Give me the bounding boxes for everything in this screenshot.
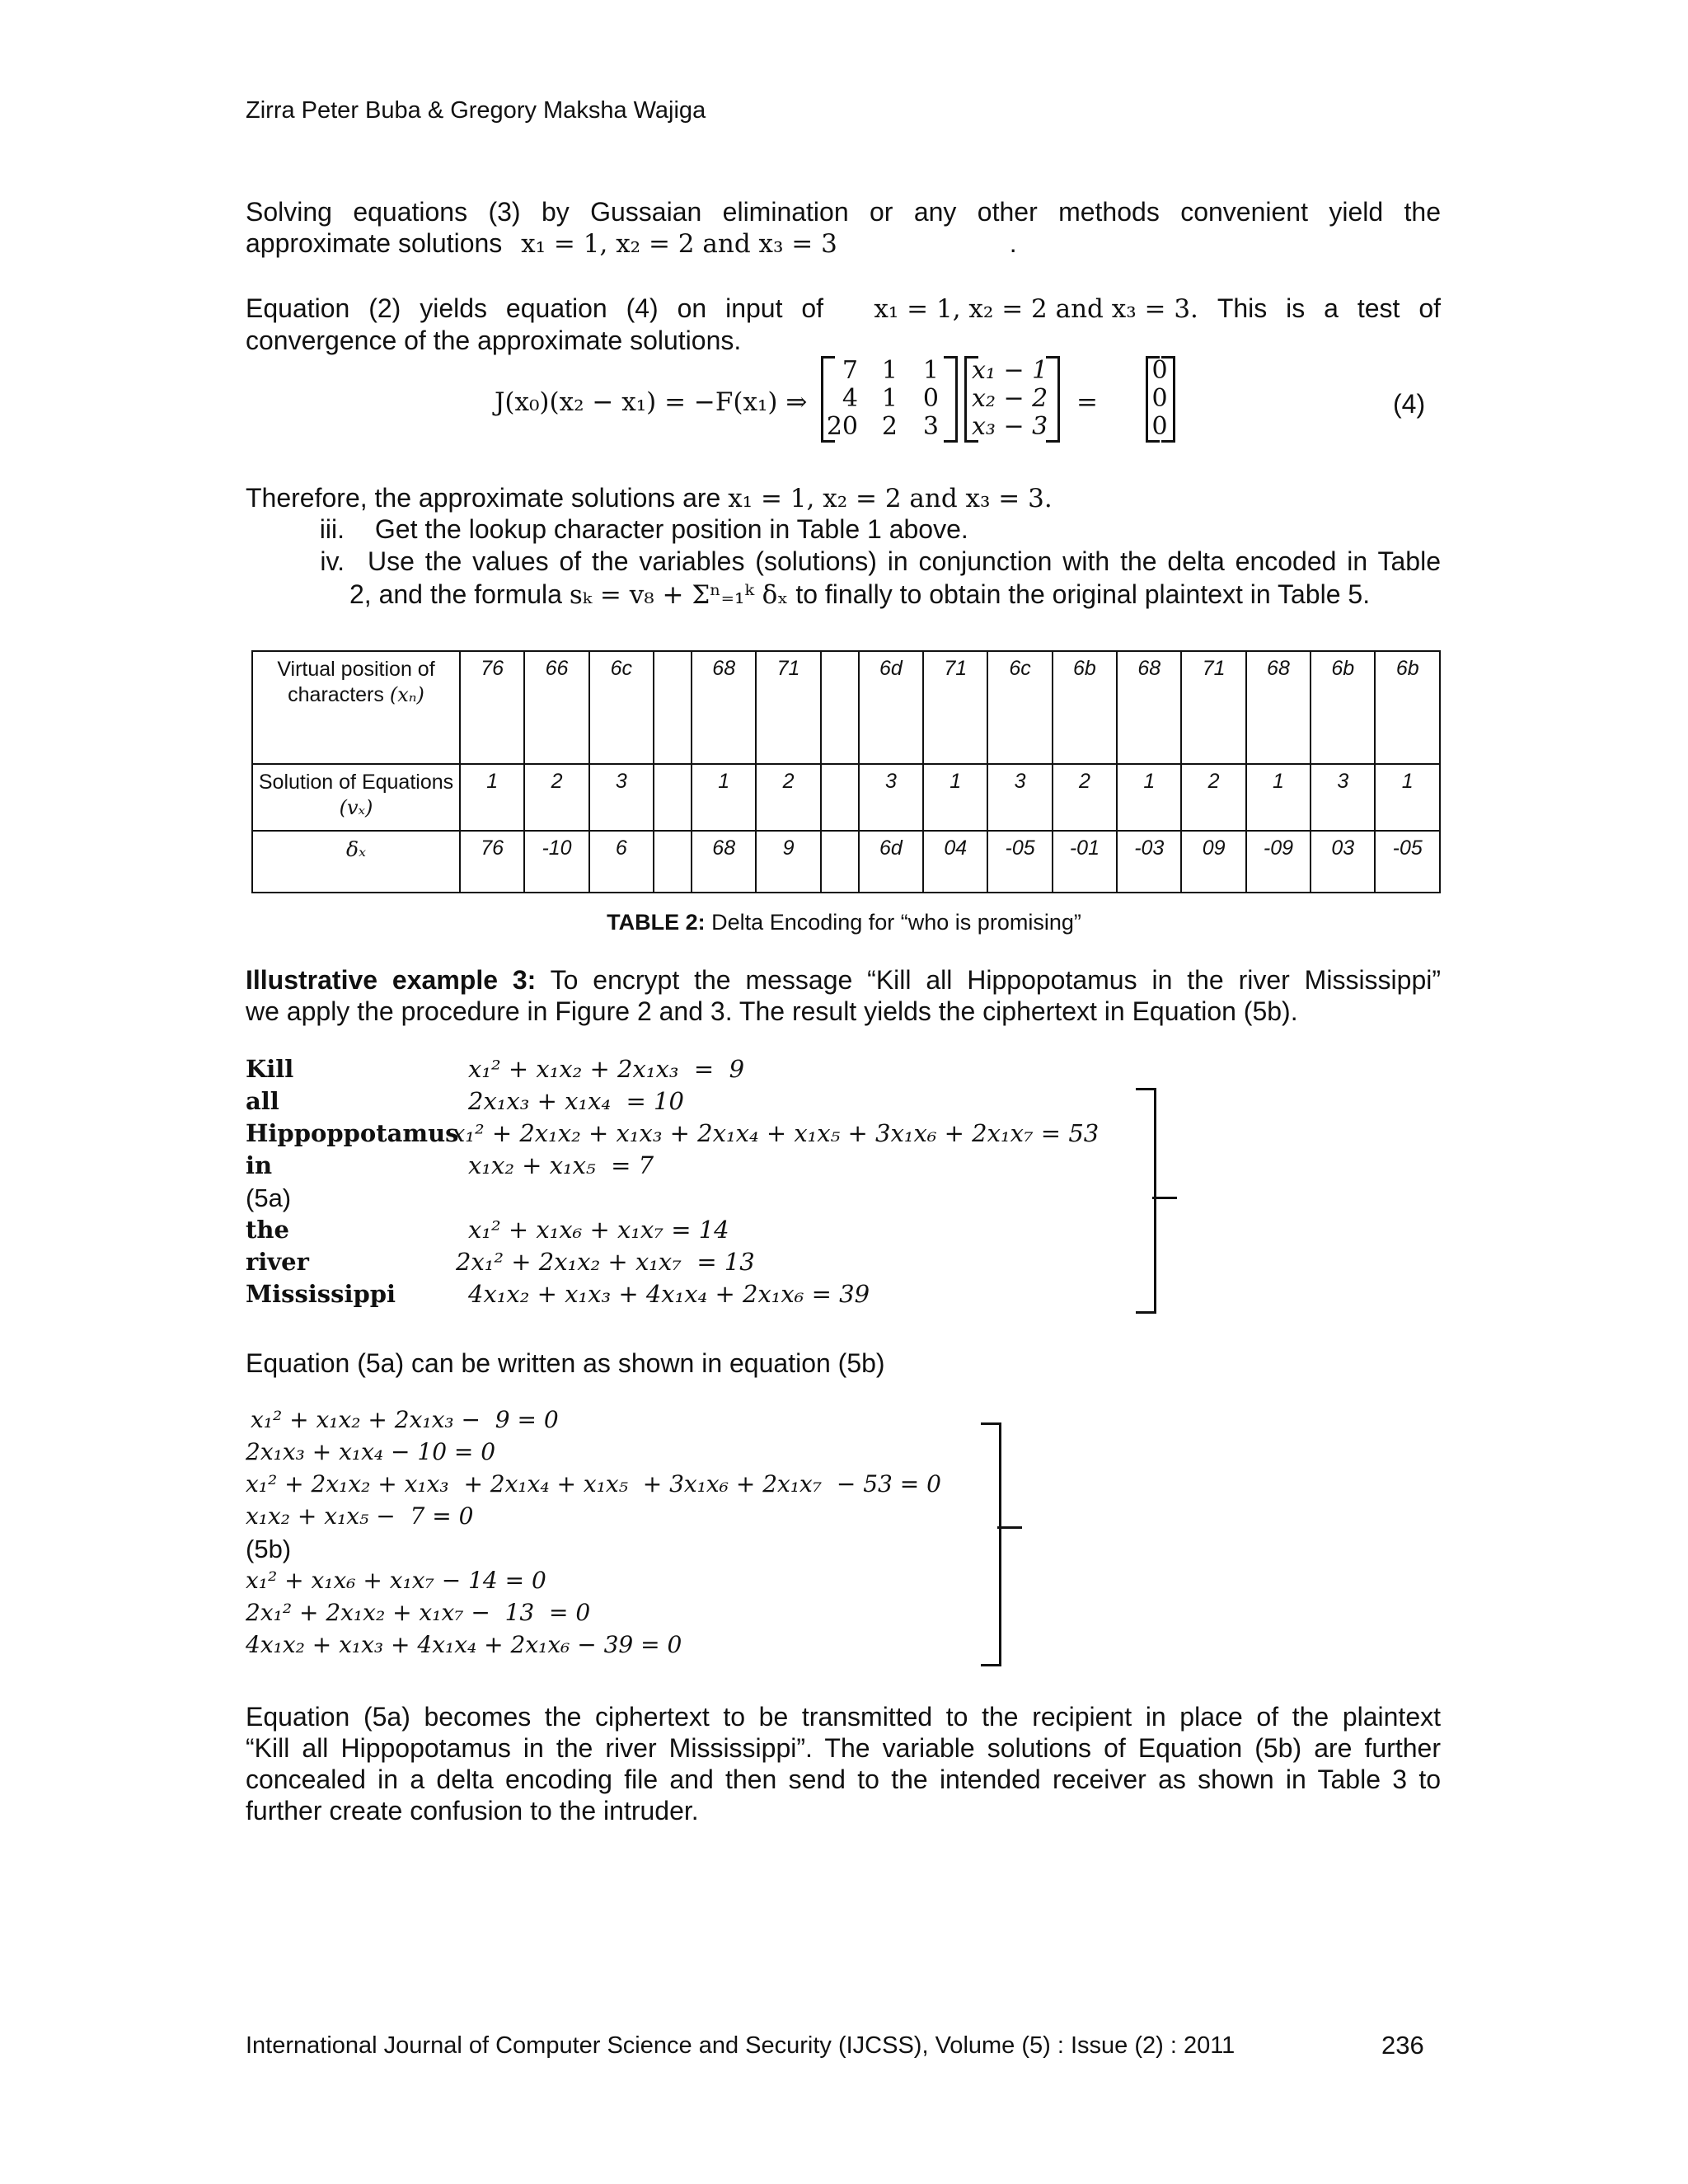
step-iii [246,513,1441,545]
table-cell [654,651,692,764]
text: To encrypt the message “Kill all Hippopotamus in the river Mississippi” [550,965,1442,995]
brace-5b [981,1422,1001,1666]
period: . [1009,228,1017,258]
table-cell: 68 [692,831,756,893]
footer-journal: International Journal of Computer Science and Security (IJCSS), Volume (5) : Issue (2) : 2011 [246,2032,1236,2059]
matrix-a [821,356,958,443]
matrix-cell: x₁ − 1 [972,356,1048,385]
matrix-x [964,356,1060,443]
step-line [349,578,1441,612]
paragraph-line [246,482,1441,514]
table-cell: 1 [692,764,756,831]
matrix-cell: 3 [922,412,939,441]
plaintext-word: Kill [246,1055,294,1083]
paragraph-line [246,964,1441,996]
table-cell: 76 [460,651,524,764]
table-cell: -10 [524,831,588,893]
table-cell: -01 [1053,831,1117,893]
table-cell: 68 [692,651,756,764]
table-cell: 6c [987,651,1052,764]
table-row [252,831,1440,893]
inline-math: x₁ = 1, x₂ = 2 and x₃ = 3. [874,294,1198,324]
row-header-text: Virtual position of characters [277,658,435,706]
equation-label: (5a) [246,1183,292,1212]
table-cell: 2 [1053,764,1117,831]
paragraph-line: Solving equations (3) by Gussaian elimination or any other methods convenient yield the [246,197,1441,227]
table-cell [821,651,859,764]
table-cell: 1 [1246,764,1311,831]
text-group [874,293,1441,325]
paragraph-line: we apply the procedure in Figure 2 and 3. The result yields the ciphertext in Equation (5b). [246,996,1298,1026]
matrix-cell: 7 [842,356,858,385]
paragraph-line: further create confusion to the intruder. [246,1796,699,1825]
row-header: δₓ [252,831,460,893]
zero-form-equation: 2x₁x₃ + x₁x₄ − 10 = 0 [246,1438,496,1465]
cipher-equation: 2x₁² + 2x₁x₂ + x₁x₇ = 13 [456,1248,755,1276]
plaintext-word: river [246,1248,309,1276]
matrix-cell: x₃ − 3 [972,412,1048,441]
caption-text: Delta Encoding for “who is promising” [711,910,1081,935]
table-cell: 66 [524,651,588,764]
brace-5a [1136,1088,1156,1314]
cipher-equation: x₁² + x₁x₆ + x₁x₇ = 14 [468,1216,729,1244]
step-text: 2, and the formula [349,579,562,609]
table-cell: 1 [460,764,524,831]
table-cell: 2 [756,764,820,831]
system-5a [246,1055,1235,1327]
paragraph-example3 [246,964,1441,1027]
brace-tick [1152,1197,1177,1199]
text: approximate solutions [246,228,503,258]
table-cell: -09 [1246,831,1311,893]
running-header: Zirra Peter Buba & Gregory Maksha Wajiga [246,97,706,124]
table-cell: -05 [987,831,1052,893]
matrix-cell: x₂ − 2 [972,384,1048,413]
zero-form-equation: x₁x₂ + x₁x₅ − 7 = 0 [246,1502,474,1530]
inline-math: x₁ = 1, x₂ = 2 and x₃ = 3. [728,484,1053,513]
row-header-math: (vₓ) [339,796,373,819]
equation-number: (4) [1393,389,1426,419]
zero-form-equation: 2x₁² + 2x₁x₂ + x₁x₇ − 13 = 0 [246,1599,591,1626]
table-cell: 71 [923,651,987,764]
paragraph-ciphertext [246,1701,1441,1826]
paragraph-equation2 [246,293,1441,356]
paragraph-line: “Kill all Hippopotamus in the river Mississippi”. The variable solutions of Equation (5b) are further [246,1733,1441,1763]
zero-form-equation: x₁² + x₁x₂ + 2x₁x₃ − 9 = 0 [251,1406,559,1433]
matrix-cell: 2 [881,412,898,441]
text: Equation (2) yields equation (4) on input of [246,293,824,323]
inline-math: x₁ = 1, x₂ = 2 and x₃ = 3 [521,229,837,259]
plaintext-word: the [246,1216,289,1244]
table-cell: 71 [1181,651,1245,764]
table-cell: 3 [859,764,923,831]
matrix-cell: 0 [1151,384,1168,413]
table-cell: 2 [1181,764,1245,831]
table-cell: 3 [1311,764,1375,831]
plaintext-word: Mississippi [246,1280,396,1308]
zero-form-equation: x₁² + 2x₁x₂ + x₁x₃ + 2x₁x₄ + x₁x₅ + 3x₁x₆ + 2x₁x₇ − 53 = 0 [246,1470,941,1497]
formula: sₖ = v₈ + Σⁿ₌₁ᵏ δₓ [569,580,789,610]
matrix-cell: 0 [1151,412,1168,441]
step-iv [246,545,1441,612]
paragraph-therefore [246,482,1441,514]
cipher-equation: 2x₁x₃ + x₁x₄ = 10 [468,1087,684,1115]
cipher-equation: x₁² + x₁x₂ + 2x₁x₃ = 9 [468,1055,745,1083]
table-cell: 1 [1117,764,1181,831]
table-cell: 68 [1246,651,1311,764]
table-cell: 71 [756,651,820,764]
cipher-equation: 4x₁x₂ + x₁x₃ + 4x₁x₄ + 2x₁x₆ = 39 [468,1280,870,1308]
table-cell: 04 [923,831,987,893]
system-5b [246,1406,1152,1678]
table-cell: 09 [1181,831,1245,893]
equation-label: (5b) [246,1535,292,1563]
text: This is a test of [1217,293,1441,323]
row-header [252,651,460,764]
caption-label: TABLE 2: [607,910,706,935]
matrix-cell: 20 [826,412,858,441]
paragraph-line: Equation (5a) becomes the ciphertext to be transmitted to the recipient in place of the plaintext [246,1702,1441,1732]
brace-tick [997,1526,1022,1529]
table-cell [654,831,692,893]
table-cell: 6d [859,651,923,764]
table-cell: -03 [1117,831,1181,893]
table-cell: 76 [460,831,524,893]
plaintext-word: all [246,1087,279,1115]
example-label: Illustrative example 3: [246,965,537,995]
text: Therefore, the approximate solutions are [246,483,721,513]
step-number: iv. [320,546,345,576]
table-cell: 9 [756,831,820,893]
table-cell: 6d [859,831,923,893]
table-cell: 3 [987,764,1052,831]
delta-table [251,650,1441,893]
table-cell: 68 [1117,651,1181,764]
equals-sign: = [1076,387,1098,417]
table-cell: -05 [1375,831,1440,893]
table-cell: 6b [1311,651,1375,764]
matrix-cell: 1 [881,384,898,413]
matrix-cell: 1 [922,356,939,385]
table-cell [821,831,859,893]
table-caption [0,910,1688,935]
table-cell: 2 [524,764,588,831]
matrix-b [1146,356,1175,443]
paragraph-solving [246,196,1441,260]
step-text: Get the lookup character position in Table 1 above. [374,514,968,544]
equation-4-lhs: J(x₀)(x₂ − x₁) = −F(x₁) ⇒ [495,387,808,417]
step-text: Use the values of the variables (solutions) in conjunction with the delta encoded in Table [368,546,1441,576]
matrix-cell: 0 [922,384,939,413]
matrix-cell: 1 [881,356,898,385]
table-cell: 6c [589,651,654,764]
paragraph-line: concealed in a delta encoding file and then send to the intended receiver as shown in Table 3 to [246,1765,1441,1794]
step-text: to finally to obtain the original plaintext in Table 5. [795,579,1371,609]
table-cell: 1 [923,764,987,831]
paragraph-5a-5b: Equation (5a) can be written as shown in equation (5b) [246,1348,885,1378]
page-number: 236 [1381,2031,1424,2060]
paragraph-line: convergence of the approximate solutions. [246,326,742,355]
zero-form-equation: x₁² + x₁x₆ + x₁x₇ − 14 = 0 [246,1567,546,1594]
table-cell: 3 [589,764,654,831]
table-cell: 6b [1053,651,1117,764]
table-row [252,764,1440,831]
zero-form-equation: 4x₁x₂ + x₁x₃ + 4x₁x₄ + 2x₁x₆ − 39 = 0 [246,1631,682,1658]
paragraph-line [246,293,1441,325]
table-cell [654,764,692,831]
row-header-math: (xₙ) [389,683,424,706]
table-cell [821,764,859,831]
table-cell: 03 [1311,831,1375,893]
cipher-equation: x₁² + 2x₁x₂ + x₁x₃ + 2x₁x₄ + x₁x₅ + 3x₁x₆ + 2x₁x₇ = 53 [452,1119,1100,1147]
step-line [246,545,1441,578]
row-header-text: Solution of Equations [258,771,454,794]
table-cell: 1 [1375,764,1440,831]
matrix-cell: 0 [1151,356,1168,385]
table-row [252,651,1440,764]
table-cell: 6b [1375,651,1440,764]
plaintext-word: Hippoppotamus [246,1119,459,1147]
matrix-cell: 4 [842,384,858,413]
plaintext-word: in [246,1151,273,1179]
paragraph-line [246,227,1441,260]
cipher-equation: x₁x₂ + x₁x₅ = 7 [468,1151,654,1179]
table-cell: 6 [589,831,654,893]
step-number: iii. [319,514,345,544]
row-header [252,764,460,831]
